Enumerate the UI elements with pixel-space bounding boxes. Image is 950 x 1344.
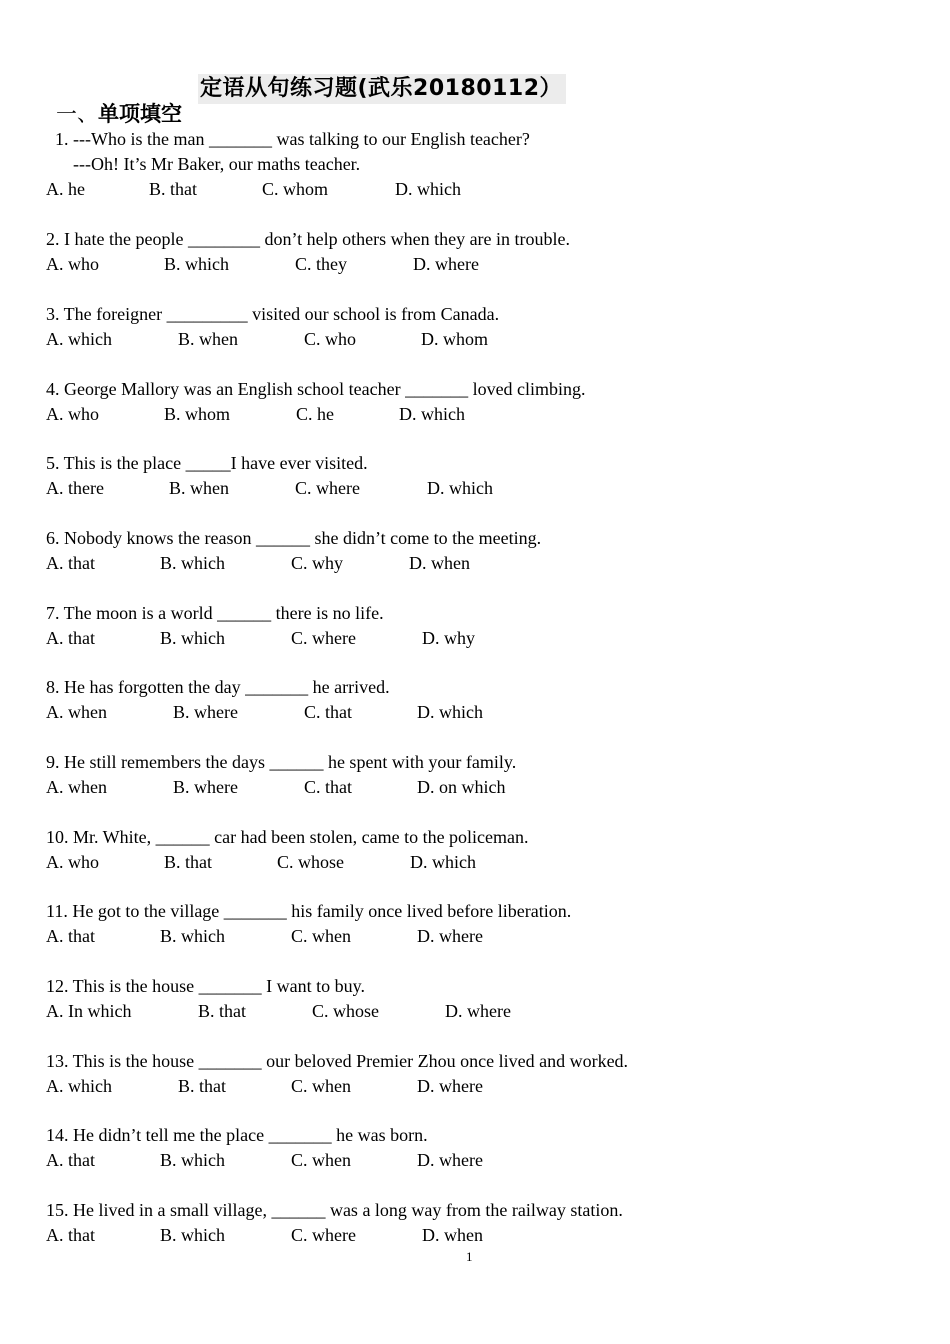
question-stem: 6. Nobody knows the reason ______ she didn’t come to the meeting. bbox=[46, 528, 542, 548]
answer-option: D. which bbox=[417, 702, 483, 722]
answer-option: A. that bbox=[46, 1150, 95, 1170]
answer-option: D. which bbox=[410, 852, 476, 872]
answer-option: D. on which bbox=[417, 777, 506, 797]
answer-option: D. where bbox=[413, 254, 479, 274]
answer-option: B. that bbox=[164, 852, 212, 872]
answer-option: C. that bbox=[304, 777, 352, 797]
question-stem: 5. This is the place _____I have ever visited. bbox=[46, 453, 368, 473]
answer-option: D. when bbox=[422, 1225, 483, 1245]
answer-option: A. In which bbox=[46, 1001, 132, 1021]
section-label: 单项填空 bbox=[98, 102, 182, 126]
answer-option: C. whose bbox=[312, 1001, 379, 1021]
answer-option: D. which bbox=[395, 179, 461, 199]
answer-option: A. who bbox=[46, 404, 99, 424]
answer-option: A. that bbox=[46, 553, 95, 573]
answer-option: A. who bbox=[46, 852, 99, 872]
answer-option: C. whom bbox=[262, 179, 329, 199]
answer-option: A. there bbox=[46, 478, 104, 498]
question-stem: 15. He lived in a small village, ______ was a long way from the railway station. bbox=[46, 1200, 623, 1220]
answer-option: B. whom bbox=[164, 404, 231, 424]
answer-option: B. which bbox=[160, 1225, 225, 1245]
question-stem: 12. This is the house _______ I want to buy. bbox=[46, 976, 365, 996]
document-title: 定语从句练习题(武乐20180112） bbox=[198, 74, 566, 104]
answer-option: D. where bbox=[417, 1076, 483, 1096]
section-prefix: 一、 bbox=[56, 102, 98, 126]
answer-option: D. where bbox=[417, 1150, 483, 1170]
answer-option: C. whose bbox=[277, 852, 344, 872]
answer-option: B. when bbox=[178, 329, 238, 349]
question-stem: 8. He has forgotten the day _______ he arrived. bbox=[46, 677, 390, 697]
answer-option: C. who bbox=[304, 329, 357, 349]
answer-option: A. he bbox=[46, 179, 85, 199]
question-stem: 10. Mr. White, ______ car had been stolen, came to the policeman. bbox=[46, 827, 529, 847]
answer-option: C. why bbox=[291, 553, 344, 573]
answer-option: A. when bbox=[46, 777, 107, 797]
answer-option: A. that bbox=[46, 628, 95, 648]
answer-option: A. which bbox=[46, 329, 112, 349]
answer-option: B. that bbox=[198, 1001, 246, 1021]
question-stem: 14. He didn’t tell me the place _______ he was born. bbox=[46, 1125, 428, 1145]
answer-option: B. that bbox=[149, 179, 197, 199]
answer-option: B. when bbox=[169, 478, 229, 498]
answer-option: D. whom bbox=[421, 329, 488, 349]
section-heading bbox=[56, 100, 182, 128]
answer-option: D. where bbox=[417, 926, 483, 946]
answer-option: A. that bbox=[46, 1225, 95, 1245]
answer-option: C. where bbox=[295, 478, 360, 498]
question-stem: 2. I hate the people ________ don’t help others when they are in trouble. bbox=[46, 229, 571, 249]
answer-option: A. who bbox=[46, 254, 99, 274]
answer-option: C. he bbox=[296, 404, 334, 424]
question-stem: 7. The moon is a world ______ there is no life. bbox=[46, 603, 384, 623]
answer-option: C. they bbox=[295, 254, 347, 274]
question-stem: 3. The foreigner _________ visited our school is from Canada. bbox=[46, 304, 500, 324]
answer-option: D. where bbox=[445, 1001, 511, 1021]
answer-option: B. which bbox=[160, 628, 225, 648]
question-stem: 11. He got to the village _______ his family once lived before liberation. bbox=[46, 901, 572, 921]
question-stem: 1. ---Who is the man _______ was talking to our English teacher? bbox=[55, 129, 530, 149]
answer-option: D. when bbox=[409, 553, 470, 573]
answer-option: B. which bbox=[160, 553, 225, 573]
answer-option: C. that bbox=[304, 702, 352, 722]
answer-option: C. when bbox=[291, 926, 351, 946]
answer-option: B. which bbox=[160, 1150, 225, 1170]
answer-option: D. which bbox=[427, 478, 493, 498]
answer-option: C. when bbox=[291, 1150, 351, 1170]
answer-option: B. which bbox=[160, 926, 225, 946]
page-number: 1 bbox=[466, 1249, 473, 1264]
question-stem: 13. This is the house _______ our beloved Premier Zhou once lived and worked. bbox=[46, 1051, 629, 1071]
answer-option: B. where bbox=[173, 702, 238, 722]
answer-option: D. why bbox=[422, 628, 475, 648]
answer-option: B. which bbox=[164, 254, 229, 274]
question-stem-reply: ---Oh! It’s Mr Baker, our maths teacher. bbox=[73, 154, 361, 174]
answer-option: B. that bbox=[178, 1076, 226, 1096]
answer-option: C. when bbox=[291, 1076, 351, 1096]
answer-option: A. which bbox=[46, 1076, 112, 1096]
answer-option: C. where bbox=[291, 628, 356, 648]
answer-option: A. when bbox=[46, 702, 107, 722]
question-stem: 4. George Mallory was an English school teacher _______ loved climbing. bbox=[46, 379, 586, 399]
question-stem: 9. He still remembers the days ______ he spent with your family. bbox=[46, 752, 517, 772]
answer-option: B. where bbox=[173, 777, 238, 797]
answer-option: C. where bbox=[291, 1225, 356, 1245]
answer-option: D. which bbox=[399, 404, 465, 424]
answer-option: A. that bbox=[46, 926, 95, 946]
